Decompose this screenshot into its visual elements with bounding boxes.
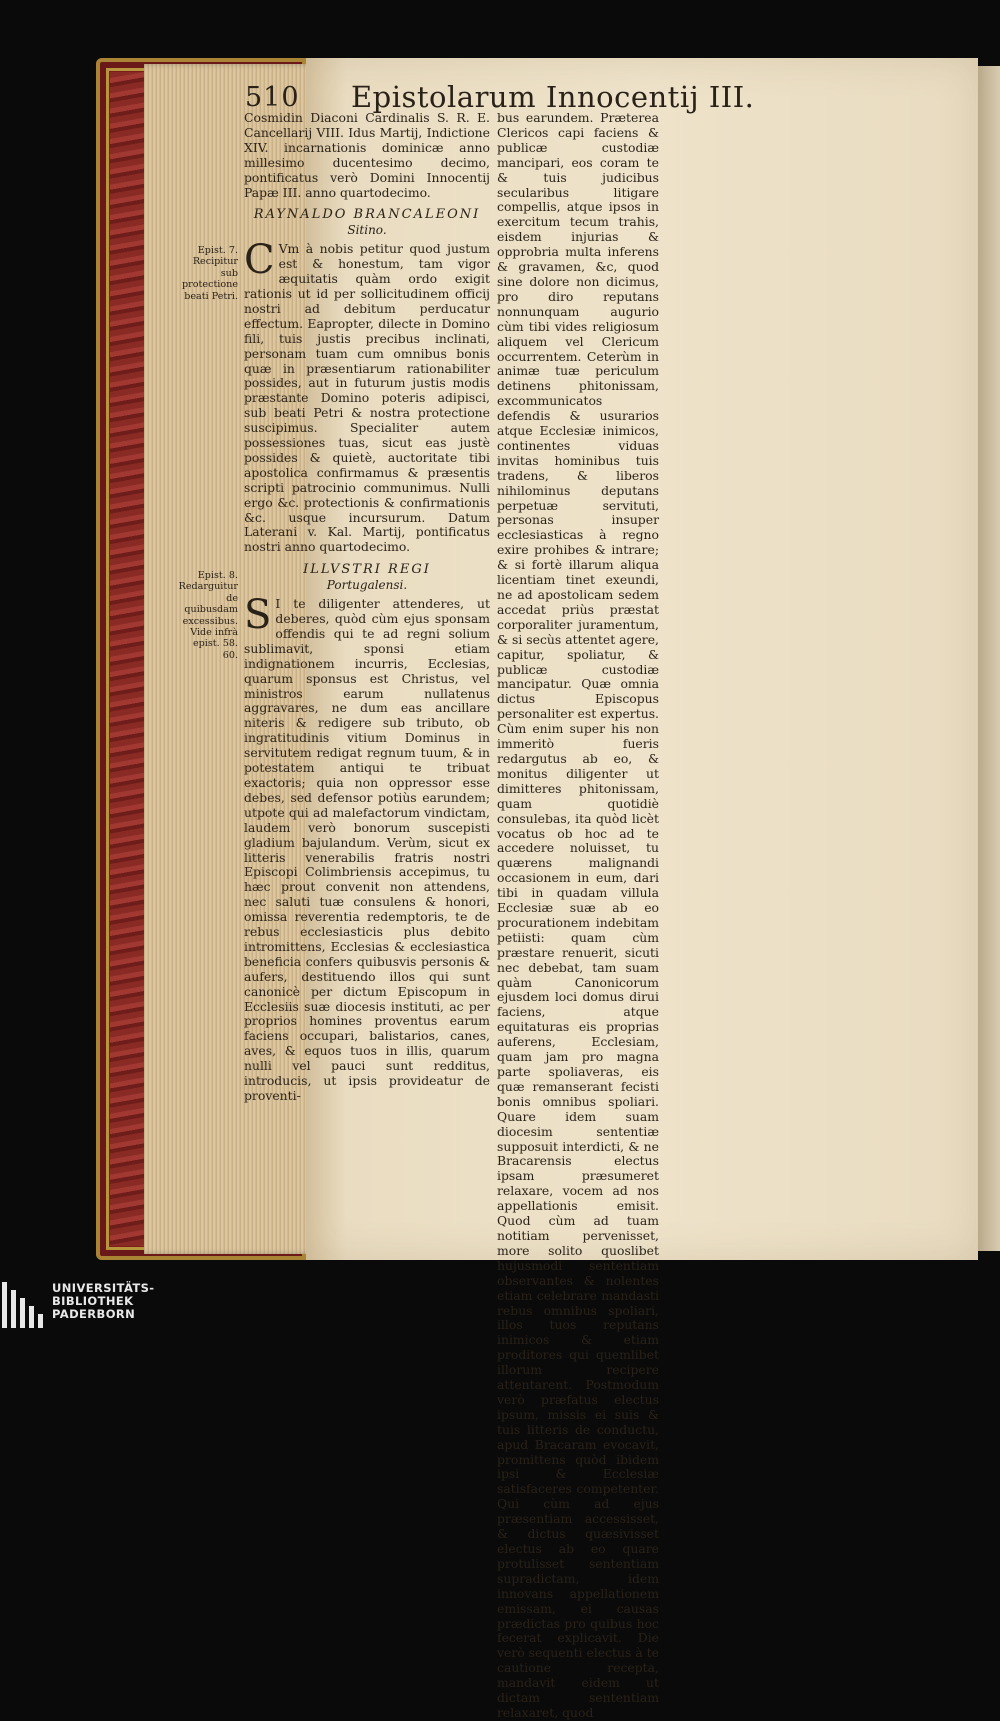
library-logo	[0, 1276, 200, 1331]
facing-page-edge	[978, 66, 1000, 1251]
drop-cap: S	[244, 592, 272, 639]
margin-note-epist-8: Epist. 8. Redarguitur de quibusdam excessibus. Vide infrà epist. 58. 60.	[178, 570, 238, 661]
addressee-name: ILLVSTRI REGI	[303, 562, 431, 578]
logo-line-3: PADERBORN	[52, 1307, 136, 1321]
paragraph: Cosmidin Diaconi Cardinalis S. R. E. Cancellarij VIII. Idus Martij, Indictione XIV. incarnationis dominicæ anno millesimo ducentesimo decimo, pontificatus verò Domini Innocentij Papæ III. anno quartodecimo.	[244, 110, 490, 200]
letter-paragraph: S I te diligenter attenderes, ut deberes, quòd cùm ejus sponsam offendis qui te ad regni solium sublimavit, sponsi etiam indignationem incurris, Ecclesias, quarum sponsus est Christus, vel ministros earum nullatenus aggravares, ne dum eas ancillare niteris & redigere sub tributo, ob ingratitudinis vitium Dominus in servitutem redigat regnum tuum, & in potestatem antiqui te tribuat exactoris; quia non oppressor esse debes, sed defensor potiùs earundem; utpote qui ad malefactorum vindictam, laudem verò bonorum suscepisti gladium bajulandum. Verùm, sicut ex litteris venerabilis fratris nostri Episcopi Colimbriensis accepimus, tu hæc prout convenit non attendens, nec saluti tuæ consulens & honori, omissa reverentia redemptoris, te de rebus ecclesiasticis plus debito intromittens, Ecclesias & ecclesiastica beneficia confers quibusvis personis & aufers, destituendo illos qui sunt canonicè per dictum Episcopum in Ecclesiis suæ diocesis instituti, ac per proprios homines proventus earum faciens occupari, balistarios, canes, aves, & equos tuos in illis, quarum nulli vel pauci sunt redditus, introducis, ut ipsis provideatur de proventi-	[244, 592, 490, 1103]
letter-heading	[244, 208, 490, 238]
addressee-subtitle: Sitino.	[347, 223, 387, 238]
addressee-subtitle: Portugalensi.	[326, 578, 408, 593]
logo-line-2: BIBLIOTHEK	[52, 1294, 134, 1308]
addressee-name: RAYNALDO BRANCALEONI	[253, 207, 481, 223]
library-logo-icon	[2, 1282, 44, 1328]
letter-heading	[244, 563, 490, 593]
left-column	[244, 111, 490, 1104]
right-column-text: bus earundem. Præterea Clericos capi faciens & publicæ custodiæ mancipari, eos coram te & tuis judicibus secularibus litigare compellis, atque ipsos in exercitum tecum trahis, eisdem injurias & opprobria multa inferens & gravamen, &c, quod sine dolore non dicimus, pro diro reputans nonnunquam augurio cùm tibi vides religiosum aliquem vel Clericum occurrentem. Ceterùm in animæ tuæ periculum detinens phitonissam, excommunicatos defendis & usurarios atque Ecclesiæ inimicos, continentes viduas invitas hominibus tuis tradens, & liberos nihilominus deputans perpetuæ servituti, personas insuper ecclesiasticas à regno exire prohibes & intrare; & si fortè illarum aliqua licentiam tinet exeundi, ne ad apostolicam sedem accedat priùs præstat corporaliter juramentum, & si secùs attentet agere, capitur, spoliatur, & publicæ custodiæ mancipatur. Quæ omnia dictus Episcopus personaliter est expertus. Cùm enim super his non immeritò fueris redargutus ab eo, & monitus diligenter ut dimitteres phitonissam, quam quotidiè consulebas, ita quòd licèt vocatus ob hoc ad te accedere noluisset, tu quærens malignandi occasionem in eum, dari tibi in quadam villula Ecclesiæ suæ ab eo procurationem indebitam petiisti: quam cùm præstare renuerit, sicuti nec debebat, tam suam quàm Canonicorum ejusdem loci domus dirui faciens, atque equitaturas eis proprias auferens, Ecclesiam, quam jam pro magna parte spoliaveras, eis quæ remanserant fecisti bonis omnibus spoliari. Quare idem suam diocesim sententiæ supposuit interdicti, & ne Bracarensis electus ipsam præsumeret relaxare, vocem ad nos appellationis emisit. Quod cùm ad tuam notitiam pervenisset, more solito quoslibet hujusmodi sententiam observantes & nolentes etiam celebrare mandasti rebus omnibus spoliari, illos tuos reputans inimicos & etiam proditores qui quemlibet illorum recipere attentarent. Postmodum verò præfatus electus ipsum, missis ei suis & tuis litteris de conductu, apud Bracaram evocavit, promittens quòd ibidem ipsi & Ecclesiæ satisfaceres competenter. Qui cùm ad ejus præsentiam accessisset, & dictus quæsivisset electus ab eo quare protulisset sententiam supradictam, idem innovans appellationem emissam, ei causas prædictas pro quibus hoc fecerat explicavit. Die verò sequenti electus à te cautione recepta, mandavit eidem ut dictam sententiam relaxaret, quod	[497, 110, 659, 1720]
drop-cap: C	[244, 237, 275, 284]
library-logo-text	[52, 1282, 154, 1321]
letter-paragraph: C Vm à nobis petitur quod justum est & honestum, tam vigor æquitatis quàm ordo exigit rationis ut id per sollicitudinem officij nostri ad debitum perducatur effectum. Eapropter, dilecte in Domino fili, tuis justis precibus inclinati, personam tuam cum omnibus bonis quæ in præsentiarum rationabiliter possides, aut in futurum justis modis præstante Domino poteris adipisci, sub beati Petri & nostra protectione suscipimus. Specialiter autem possessiones tuas, sicut eas justè possides & quietè, auctoritate tibi apostolica confirmamus & præsentis scripti patrocinio communimus. Nulli ergo &c. protectionis & confirmationis &c. usque incursurum. Datum Laterani v. Kal. Martij, pontificatus nostri anno quartodecimo.	[244, 237, 490, 555]
running-title: Epistolarum Innocentij III.	[351, 80, 755, 114]
margin-note-epist-7: Epist. 7. Recipitur sub protectione beati Petri.	[182, 245, 238, 302]
page-number: 510	[245, 82, 300, 113]
logo-line-1: UNIVERSITÄTS-	[52, 1281, 155, 1295]
right-column	[497, 111, 659, 1721]
